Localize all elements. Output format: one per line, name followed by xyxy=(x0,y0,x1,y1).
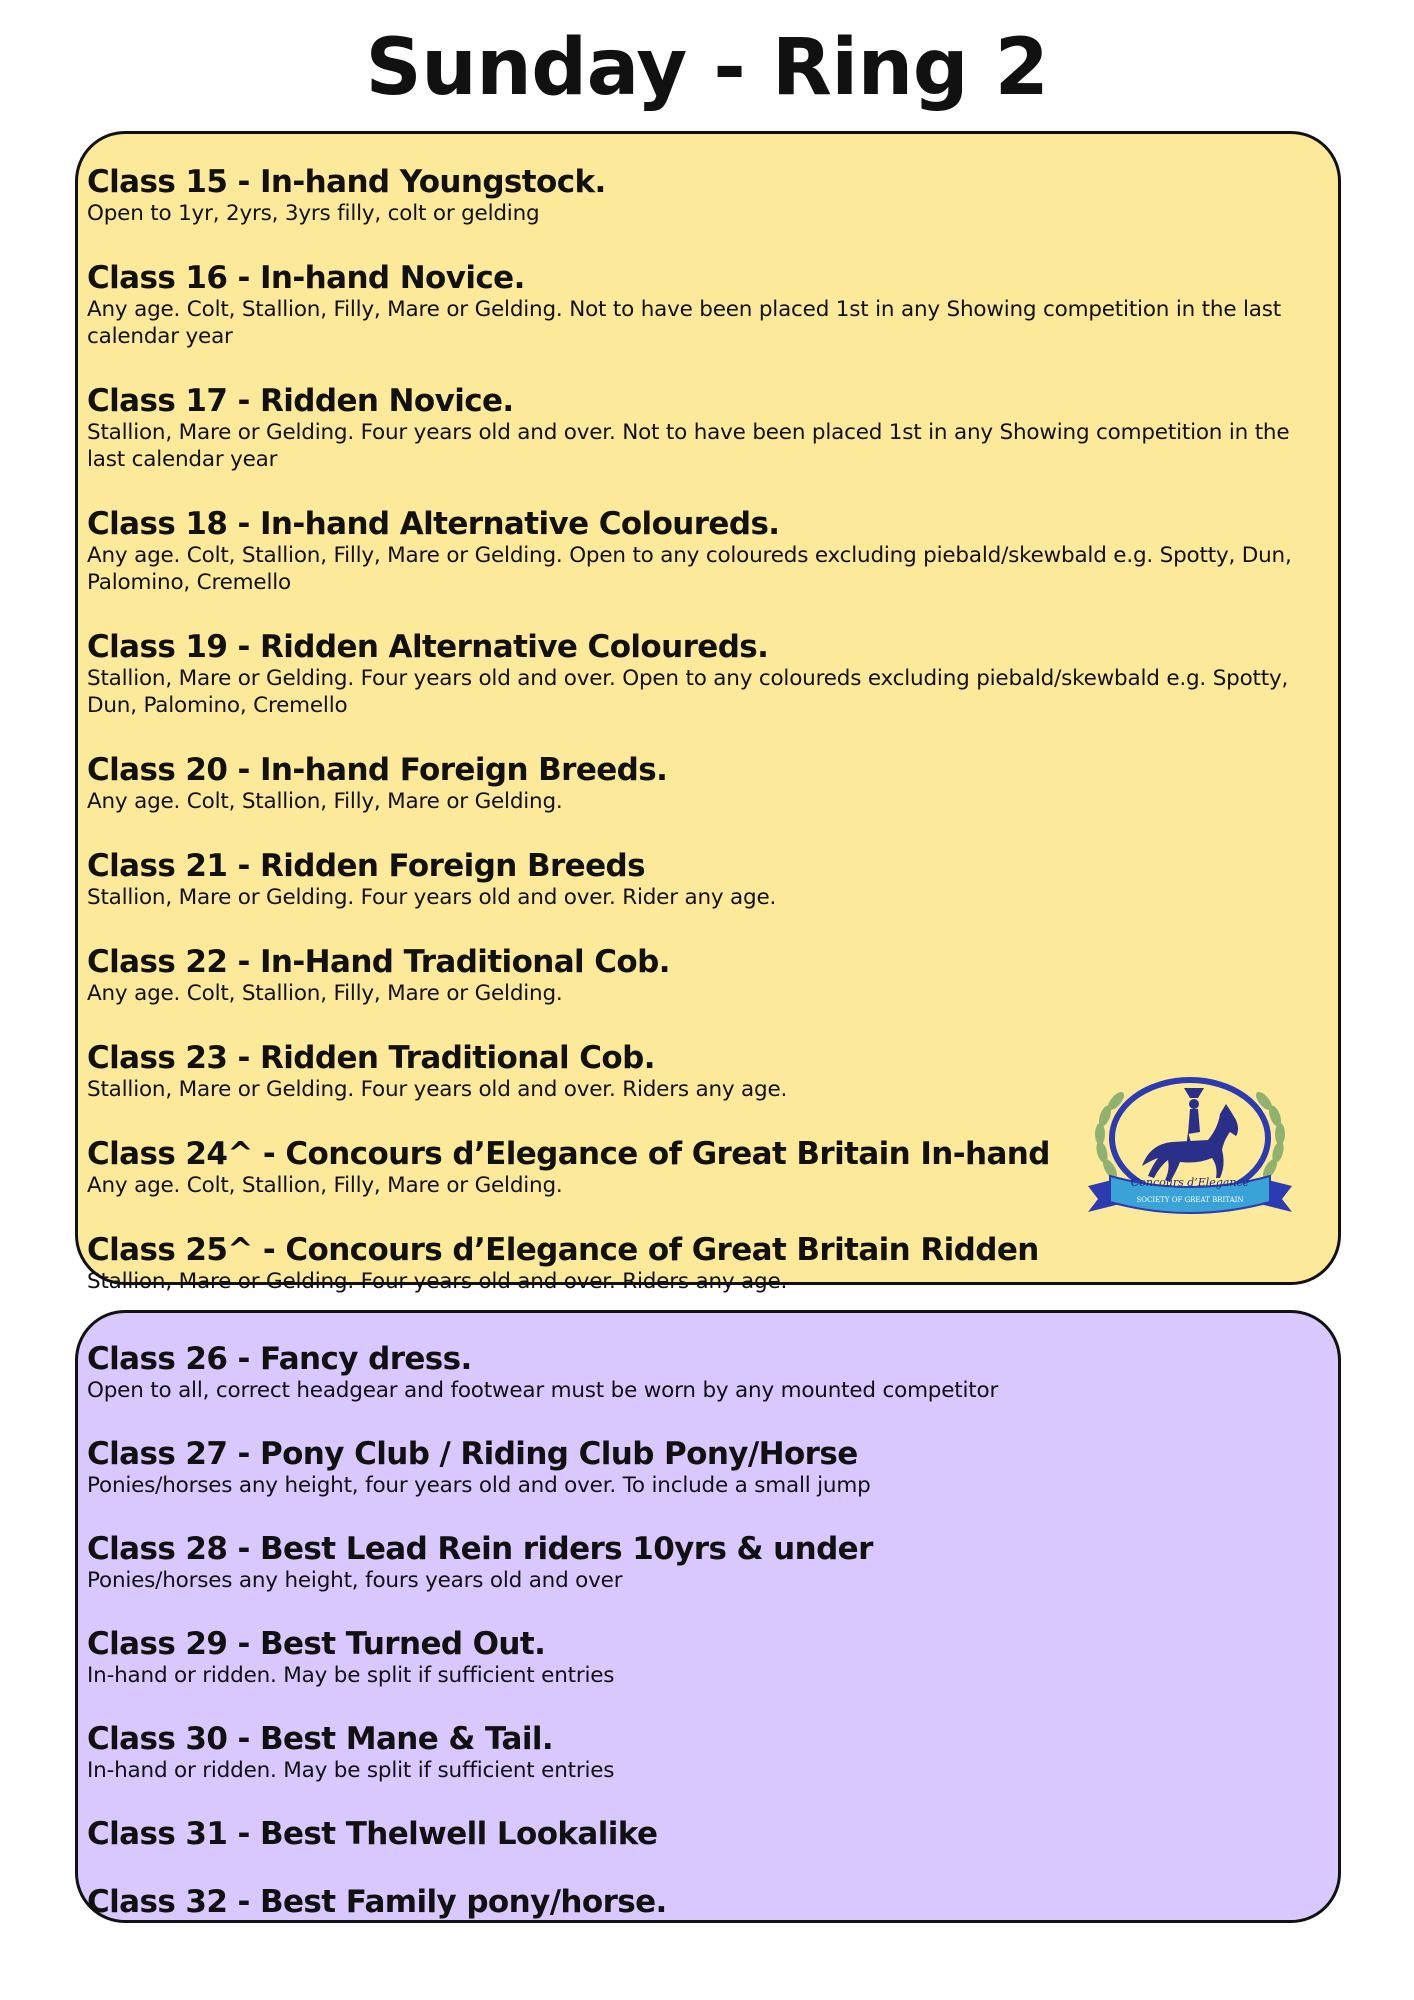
class-entry-29 xyxy=(87,1626,1324,1689)
class-entry-17 xyxy=(87,383,1324,473)
class-description: Any age. Colt, Stallion, Filly, Mare or Gelding. Open to any coloureds excluding piebald/skewbald e.g. Spotty, Dun, Palomino, Cremello xyxy=(87,543,1292,595)
class-description: Stallion, Mare or Gelding. Four years old and over. Not to have been placed 1st in any Showing competition in the last calendar year xyxy=(87,420,1290,472)
class-title: Class 31 - Best Thelwell Lookalike xyxy=(87,1816,658,1852)
page-title: Sunday - Ring 2 xyxy=(365,23,1049,113)
class-title: Class 18 - In-hand Alternative Coloureds. xyxy=(87,506,780,542)
class-description: Any age. Colt, Stallion, Filly, Mare or Gelding. xyxy=(87,981,563,1006)
class-title: Class 23 - Ridden Traditional Cob. xyxy=(87,1040,655,1076)
class-entry-18 xyxy=(87,506,1324,596)
class-title: Class 24^ - Concours d’Elegance of Great Britain In-hand xyxy=(87,1136,1050,1172)
class-title: Class 32 - Best Family pony/horse. xyxy=(87,1884,667,1920)
class-entry-26 xyxy=(87,1341,1324,1404)
class-entry-22 xyxy=(87,944,1324,1007)
class-title: Class 25^ - Concours d’Elegance of Great Britain Ridden xyxy=(87,1232,1039,1268)
fun-classes-panel xyxy=(75,1310,1341,1923)
class-description: Stallion, Mare or Gelding. Four years old and over. Riders any age. xyxy=(87,1269,788,1294)
class-description: Open to 1yr, 2yrs, 3yrs filly, colt or gelding xyxy=(87,201,540,226)
class-entry-31 xyxy=(87,1816,1324,1852)
class-entry-32 xyxy=(87,1884,1324,1920)
class-title: Class 30 - Best Mane & Tail. xyxy=(87,1721,554,1757)
class-description: Open to all, correct headgear and footwear must be worn by any mounted competitor xyxy=(87,1378,999,1403)
class-title: Class 26 - Fancy dress. xyxy=(87,1341,472,1377)
class-description: In-hand or ridden. May be split if sufficient entries xyxy=(87,1663,615,1688)
class-title: Class 15 - In-hand Youngstock. xyxy=(87,164,606,200)
class-entry-16 xyxy=(87,260,1324,350)
class-entry-27 xyxy=(87,1436,1324,1499)
class-description: Any age. Colt, Stallion, Filly, Mare or Gelding. xyxy=(87,789,563,814)
class-description: Stallion, Mare or Gelding. Four years old and over. Rider any age. xyxy=(87,885,777,910)
class-title: Class 28 - Best Lead Rein riders 10yrs & under xyxy=(87,1531,873,1567)
logo-script-text: Concours d’Elegance xyxy=(1130,1176,1250,1189)
logo-banner-text: SOCIETY OF GREAT BRITAIN xyxy=(1136,1196,1244,1204)
class-entry-21 xyxy=(87,848,1324,911)
class-title: Class 16 - In-hand Novice. xyxy=(87,260,525,296)
class-title: Class 22 - In-Hand Traditional Cob. xyxy=(87,944,670,980)
class-description: Ponies/horses any height, fours years old and over xyxy=(87,1568,623,1593)
class-description: Any age. Colt, Stallion, Filly, Mare or Gelding. Not to have been placed 1st in any Showing competition in the last calendar year xyxy=(87,297,1281,349)
class-description: Any age. Colt, Stallion, Filly, Mare or Gelding. xyxy=(87,1173,563,1198)
class-entry-20 xyxy=(87,752,1324,815)
class-title: Class 27 - Pony Club / Riding Club Pony/Horse xyxy=(87,1436,858,1472)
class-entry-25 xyxy=(87,1232,1324,1295)
class-title: Class 19 - Ridden Alternative Coloureds. xyxy=(87,629,769,665)
class-description: Stallion, Mare or Gelding. Four years old and over. Riders any age. xyxy=(87,1077,788,1102)
class-entry-30 xyxy=(87,1721,1324,1784)
class-description: Ponies/horses any height, four years old and over. To include a small jump xyxy=(87,1473,871,1498)
class-description: In-hand or ridden. May be split if sufficient entries xyxy=(87,1758,615,1783)
ring2-classes-panel xyxy=(75,131,1341,1294)
class-entry-15 xyxy=(87,164,1324,227)
class-description: Stallion, Mare or Gelding. Four years old and over. Open to any coloureds excluding piebald/skewbald e.g. Spotty, Dun, Palomino, Cremello xyxy=(87,666,1289,718)
class-title: Class 21 - Ridden Foreign Breeds xyxy=(87,848,645,884)
class-title: Class 20 - In-hand Foreign Breeds. xyxy=(87,752,668,788)
class-entry-28 xyxy=(87,1531,1324,1594)
class-entry-19 xyxy=(87,629,1324,719)
class-title: Class 17 - Ridden Novice. xyxy=(87,383,514,419)
class-title: Class 29 - Best Turned Out. xyxy=(87,1626,546,1662)
concours-horse-logo-icon xyxy=(1080,1074,1300,1224)
